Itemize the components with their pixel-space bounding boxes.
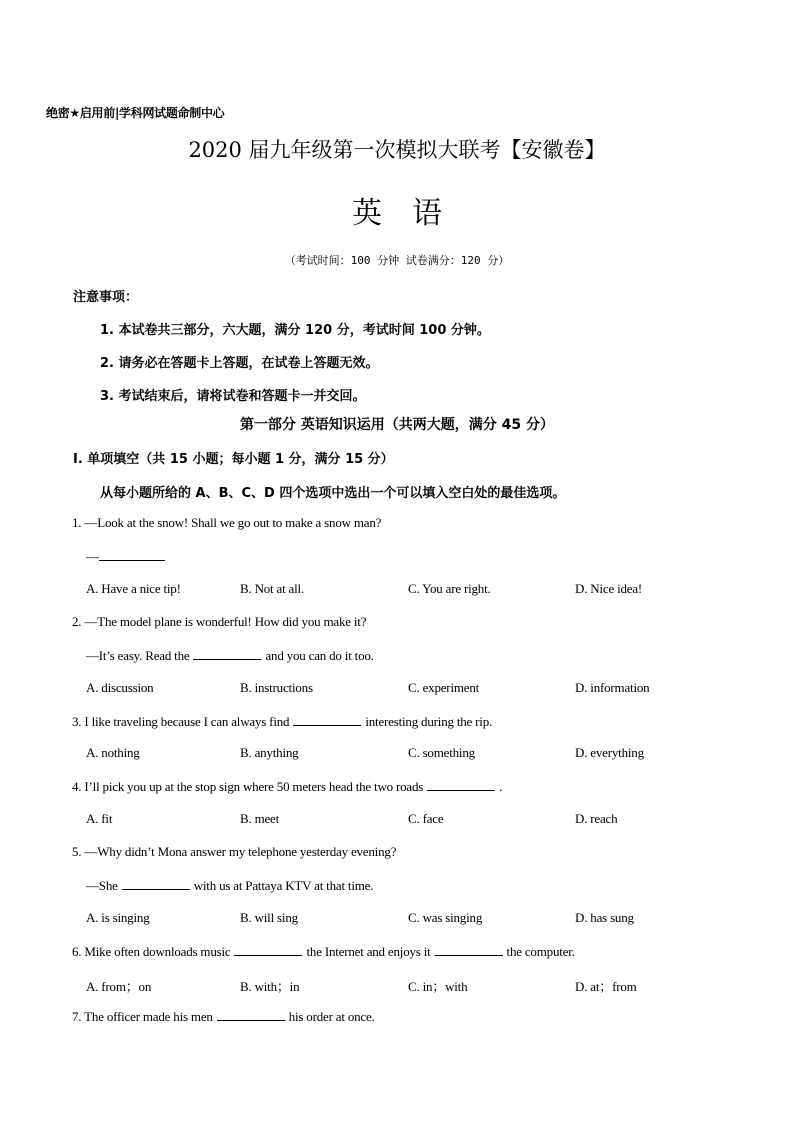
question-stem: 2. —The model plane is wonderful! How did you make it? [72,614,367,629]
option-c: C. experiment [408,680,480,695]
option-c: C. was singing [408,910,483,925]
answer-blank [217,1008,285,1021]
option-c: C. face [408,811,444,826]
answer-blank [99,548,165,561]
stem-text: . [499,779,503,794]
option-c: C. You are right. [408,581,491,596]
option-d: D. information [575,680,650,695]
question-reply [86,877,373,894]
stem-text: the computer. [506,944,575,959]
stem-text: 3. I like traveling because I can always find [72,714,290,729]
option-d: D. has sung [575,910,634,925]
stem-text: his order at once. [288,1009,375,1024]
question-stem: 1. —Look at the snow! Shall we go out to make a snow man? [72,515,382,530]
option-a: A. is singing [86,910,150,925]
question-stem [72,778,502,795]
option-b: B. will sing [240,910,298,925]
answer-blank [293,713,361,726]
option-b: B. meet [240,811,280,826]
question-stem [72,713,492,730]
subject-title: 英语 [352,196,472,231]
answer-blank [427,778,495,791]
option-d: D. reach [575,811,618,826]
option-b: B. anything [240,745,299,760]
reply-text: —She [86,878,118,893]
question-reply [86,548,169,565]
stem-text: interesting during the rip. [365,714,493,729]
option-b: B. Not at all. [240,581,304,596]
option-c: C. in；with [408,979,468,994]
stem-text: 7. The officer made his men [72,1009,213,1024]
notice-item: 2. 请务必在答题卡上答题，在试卷上答题无效。 [100,356,379,371]
notice-heading: 注意事项： [73,290,139,305]
stem-text: 4. I’ll pick you up at the stop sign where 50 meters head the two roads [72,779,424,794]
reply-dash: — [86,549,99,564]
option-a: A. Have a nice tip! [86,581,181,596]
question-stem [72,1008,375,1025]
answer-blank [122,877,190,890]
stem-text: 6. Mike often downloads music [72,944,231,959]
option-a: A. from；on [86,979,152,994]
part-title: 第一部分 英语知识运用（共两大题，满分 45 分） [239,417,555,433]
notice-item: 1. 本试卷共三部分，六大题，满分 120 分，考试时间 100 分钟。 [100,323,490,338]
option-a: A. fit [86,811,113,826]
answer-blank [435,943,503,956]
reply-text: and you can do it too. [265,648,374,663]
option-a: A. discussion [86,680,154,695]
option-b: B. instructions [240,680,313,695]
section-title: I. 单项填空（共 15 小题；每小题 1 分，满分 15 分） [73,452,394,467]
question-reply [86,647,374,664]
confidential-label: 绝密★启用前|学科网试题命制中心 [46,106,225,120]
stem-text: the Internet and enjoys it [306,944,431,959]
option-c: C. something [408,745,475,760]
reply-text: with us at Pattaya KTV at that time. [193,878,374,893]
question-stem [72,943,575,960]
option-d: D. at；from [575,979,637,994]
answer-blank [234,943,302,956]
reply-text: —It’s easy. Read the [86,648,190,663]
option-a: A. nothing [86,745,140,760]
exam-info: （考试时间：100 分钟 试卷满分：120 分） [284,254,510,267]
question-stem: 5. —Why didn’t Mona answer my telephone yesterday evening? [72,844,397,859]
option-b: B. with；in [240,979,300,994]
option-d: D. everything [575,745,644,760]
exam-title: 2020 届九年级第一次模拟大联考【安徽卷】 [188,138,606,162]
answer-blank [193,647,261,660]
notice-item: 3. 考试结束后，请将试卷和答题卡一并交回。 [100,389,366,404]
option-d: D. Nice idea! [575,581,643,596]
section-instruction: 从每小题所给的 A、B、C、D 四个选项中选出一个可以填入空白处的最佳选项。 [100,486,566,501]
